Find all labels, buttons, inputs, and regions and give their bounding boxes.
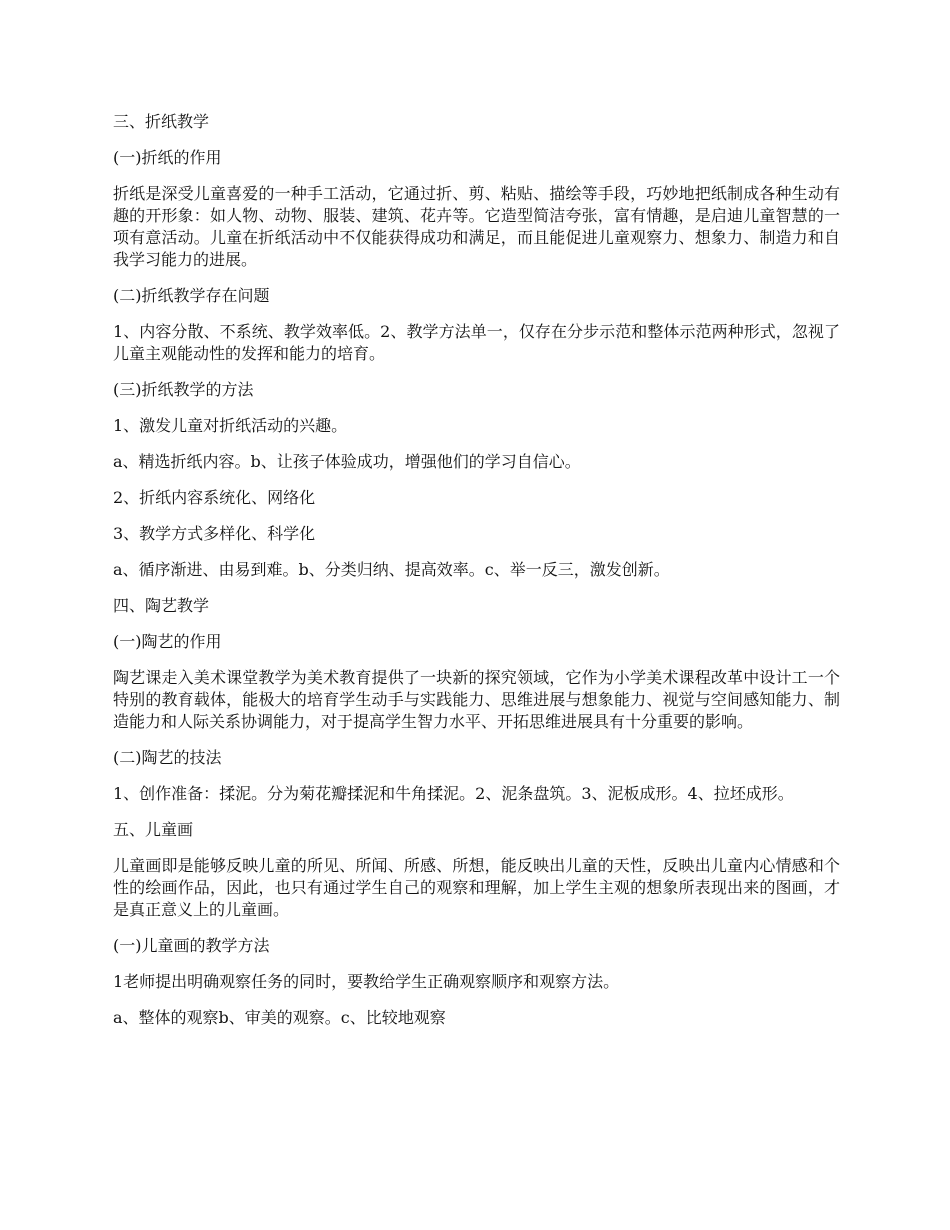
paragraph-origami-role: 折纸是深受儿童喜爱的一种手工活动，它通过折、剪、粘贴、描绘等手段，巧妙地把纸制成各种生动有趣的开形象：如人物、动物、服装、建筑、花卉等。它造型简洁夸张，富有情趣，是启迪儿童智慧的一项有意活动。儿童在折纸活动中不仅能获得成功和满足，而且能促进儿童观察力、想象力、制造力和自我学习能力的进展。 [113,184,840,269]
subheading-pottery-role: (一)陶艺的作用 [113,632,222,651]
paragraph-children-drawing: 儿童画即是能够反映儿童的所见、所闻、所感、所想，能反映出儿童的天性，反映出儿童内心情感和个性的绘画作品，因此，也只有通过学生自己的观察和理解，加上学生主观的想象所表现出来的图画，才是真正意义上的儿童画。 [113,856,840,919]
paragraph-pottery-techniques: 1、创作准备：揉泥。分为菊花瓣揉泥和牛角揉泥。2、泥条盘筑。3、泥板成形。4、拉坯成形。 [113,784,794,803]
section-heading-origami: 三、折纸教学 [113,112,210,131]
list-item-observation-detail: a、整体的观察b、审美的观察。c、比较地观察 [113,1008,446,1027]
subheading-origami-problems: (二)折纸教学存在问题 [113,286,270,305]
list-item-interest-detail: a、精选折纸内容。b、让孩子体验成功，增强他们的学习自信心。 [113,452,581,471]
paragraph-pottery-role: 陶艺课走入美术课堂教学为美术教育提供了一块新的探究领域，它作为小学美术课程改革中设计工一个特别的教育载体，能极大的培育学生动手与实践能力、思维进展与想象能力、视觉与空间感知能力、制造能力和人际关系协调能力，对于提高学生智力水平、开拓思维进展具有十分重要的影响。 [113,668,840,731]
list-item-interest: 1、激发儿童对折纸活动的兴趣。 [113,416,348,435]
subheading-origami-role: (一)折纸的作用 [113,148,222,167]
subheading-drawing-methods: (一)儿童画的教学方法 [113,936,270,955]
document-page [113,111,840,1043]
list-item-observation: 1老师提出明确观察任务的同时，要教给学生正确观察顺序和观察方法。 [113,972,620,991]
list-item-diverse-detail: a、循序渐进、由易到难。b、分类归纳、提高效率。c、举一反三，激发创新。 [113,560,670,579]
section-heading-children-drawing: 五、儿童画 [113,820,194,839]
section-heading-pottery: 四、陶艺教学 [113,596,210,615]
subheading-origami-methods: (三)折纸教学的方法 [113,380,254,399]
subheading-pottery-techniques: (二)陶艺的技法 [113,748,222,767]
paragraph-origami-problems: 1、内容分散、不系统、教学效率低。2、教学方法单一，仅存在分步示范和整体示范两种形式，忽视了儿童主观能动性的发挥和能力的培育。 [113,322,840,363]
list-item-systematic: 2、折纸内容系统化、网络化 [113,488,316,507]
list-item-diverse: 3、教学方式多样化、科学化 [113,524,316,543]
